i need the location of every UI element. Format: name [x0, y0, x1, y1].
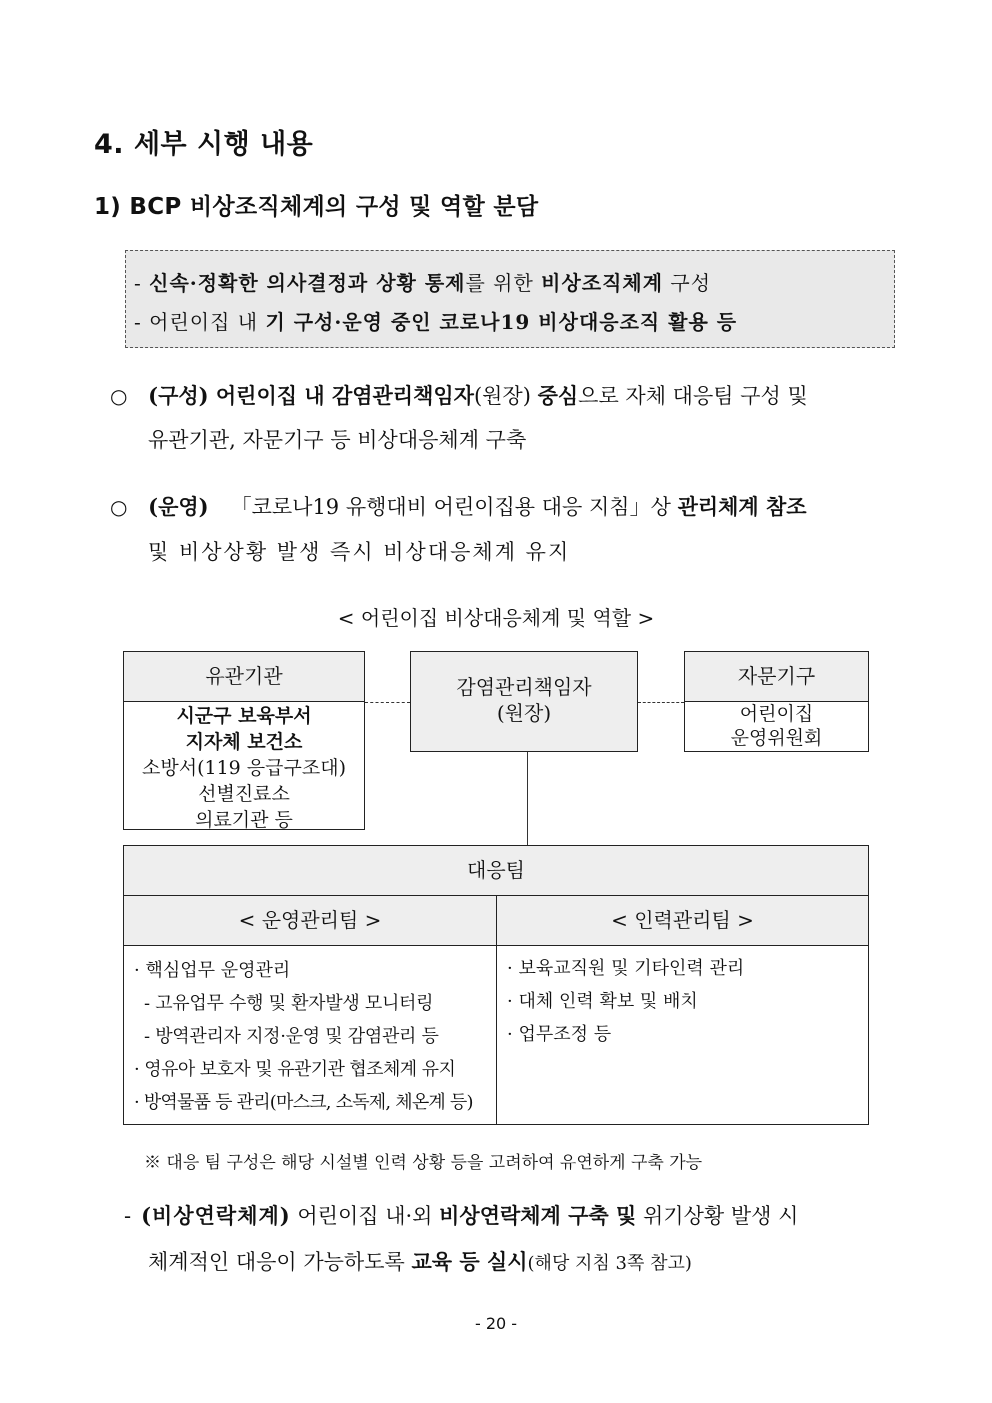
list-item: 시군구 보육부서	[176, 705, 312, 727]
list-item: · 영유아 보호자 및 유관기관 협조체계 유지	[134, 1059, 456, 1080]
list-item: - 고유업무 수행 및 환자발생 모니터링	[144, 993, 434, 1014]
bullet-operation-line-1: ○ (운영) 「코로나19 유행대비 어린이집용 대응 지침」상 관리체계 참조	[110, 494, 807, 519]
contact-line-2: 체계적인 대응이 가능하도록 교육 등 실시(해당 지침 3쪽 참고)	[148, 1249, 692, 1274]
summary-line-1: - 신속·정확한 의사결정과 상황 통제를 위한 비상조직체계 구성	[134, 271, 712, 295]
bullet-composition-line-1: ○ (구성) 어린이집 내 감염관리책임자(원장) 중심으로 자체 대응팀 구성 및	[110, 383, 808, 408]
advisory-header: 자문기구	[684, 651, 869, 702]
related-agencies-list	[123, 701, 365, 830]
operations-team-duties	[123, 945, 497, 1125]
summary-line-2: - 어린이집 내 기 구성·운영 중인 코로나19 비상대응조직 활용 등	[134, 310, 738, 334]
summary-box	[125, 250, 895, 348]
list-item: - 방역관리자 지정·운영 및 감염관리 등	[144, 1026, 439, 1047]
operations-team-header: < 운영관리팀 >	[123, 895, 497, 946]
connector-line	[638, 702, 684, 703]
list-item: · 핵심업무 운영관리	[134, 960, 291, 981]
section-title: 4. 세부 시행 내용	[94, 129, 314, 160]
team-note: ※ 대응 팀 구성은 해당 시설별 인력 상황 등을 고려하여 유연하게 구축 가능	[144, 1153, 703, 1173]
personnel-team-header: < 인력관리팀 >	[496, 895, 869, 946]
diagram-caption: < 어린이집 비상대응체계 및 역할 >	[337, 606, 655, 630]
response-team-header: 대응팀	[123, 845, 869, 896]
list-item: 의료기관 등	[195, 809, 293, 831]
subsection-title: 1) BCP 비상조직체계의 구성 및 역할 분담	[94, 194, 539, 220]
circle-bullet-icon: ○	[110, 495, 128, 519]
connector-line	[365, 702, 410, 703]
bullet-composition-line-2: 유관기관, 자문기구 등 비상대응체계 구축	[148, 428, 527, 452]
personnel-team-duties	[496, 945, 869, 1125]
advisory-list: 어린이집 운영위원회	[684, 701, 869, 752]
list-item: · 업무조정 등	[507, 1024, 612, 1045]
list-item: 소방서(119 응급구조대)	[142, 757, 346, 779]
connector-line	[527, 752, 528, 846]
page-number: - 20 -	[474, 1314, 518, 1333]
list-item: 지자체 보건소	[185, 731, 303, 753]
circle-bullet-icon: ○	[110, 384, 128, 408]
list-item: · 보육교직원 및 기타인력 관리	[507, 958, 745, 979]
list-item: · 방역물품 등 관리(마스크, 소독제, 체온계 등)	[134, 1092, 473, 1113]
related-agencies-header: 유관기관	[123, 651, 365, 702]
contact-line-1: - (비상연락체계) 어린이집 내·외 비상연락체계 구축 및 위기상황 발생 시	[124, 1203, 799, 1228]
infection-manager-box: 감염관리책임자 (원장)	[410, 651, 638, 752]
list-item: 선별진료소	[198, 783, 290, 805]
list-item: · 대체 인력 확보 및 배치	[507, 991, 698, 1012]
bullet-operation-line-2: 및 비상상황 발생 즉시 비상대응체계 유지	[148, 540, 571, 564]
